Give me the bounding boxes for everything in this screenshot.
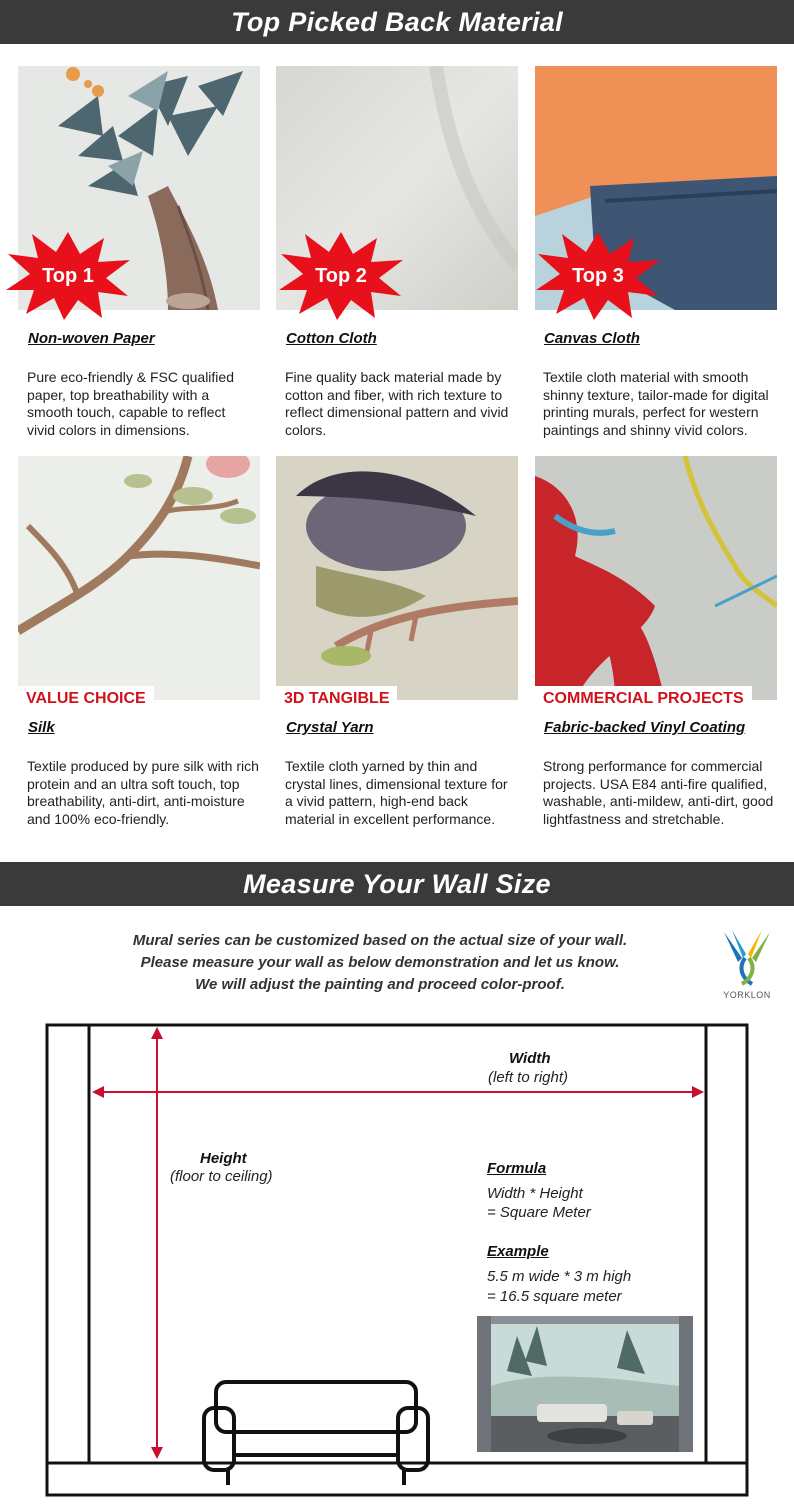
- material-desc: Pure eco-friendly & FSC qualified paper, top breathability with a smooth touch, capable to reflect vivid colors in dimensions.: [27, 369, 234, 438]
- material-desc: Textile produced by pure silk with rich protein and an ultra soft touch, top breathability, anti-dirt, anti-moisture and 100% eco-friendly.: [27, 758, 259, 827]
- measure-intro: [80, 930, 680, 996]
- top3-label: Top 3: [572, 265, 624, 287]
- height-sub: (floor to ceiling): [170, 1168, 273, 1185]
- example-line1: 5.5 m wide * 3 m high: [487, 1268, 632, 1285]
- top2-badge: [275, 230, 407, 322]
- height-label: Height: [200, 1150, 247, 1167]
- material-name: Cotton Cloth: [286, 330, 377, 347]
- top-picked-title: Top Picked Back Material: [231, 7, 563, 37]
- top3-badge: [532, 230, 664, 322]
- material-name: Canvas Cloth: [544, 330, 640, 347]
- logo-text: YORKLON: [723, 990, 771, 1000]
- material-desc: Textile cloth material with smooth shinny texture, tailor-made for digital printing murals, perfect for western paintings and shinny vivid colors.: [543, 369, 769, 438]
- material-name: Crystal Yarn: [286, 719, 374, 736]
- formula-title: Formula: [487, 1160, 547, 1177]
- formula-line2: = Square Meter: [487, 1204, 591, 1221]
- example-room-photo: [477, 1316, 693, 1452]
- top1-badge: [2, 230, 134, 322]
- material-desc: Fine quality back material made by cotton and fiber, with rich texture to reflect dimensional pattern and vivid colors.: [285, 369, 509, 438]
- sofa-icon: [204, 1382, 428, 1485]
- height-arrow-bottom-head: [151, 1447, 163, 1459]
- width-arrow-left-head: [92, 1086, 104, 1098]
- example-title: Example: [487, 1243, 549, 1260]
- material-name: Non-woven Paper: [28, 330, 155, 347]
- height-arrow-top-head: [151, 1027, 163, 1039]
- 3d-tangible-tag: 3D TANGIBLE: [276, 686, 397, 712]
- value-choice-tag: VALUE CHOICE: [18, 686, 154, 712]
- material-desc: Textile cloth yarned by thin and crystal lines, dimensional texture for a vivid pattern, high-end back material in excellent performance.: [285, 758, 508, 827]
- width-sub: (left to right): [488, 1069, 569, 1086]
- example-line2: = 16.5 square meter: [487, 1288, 622, 1305]
- top1-label: Top 1: [42, 265, 94, 287]
- yorklon-logo: [716, 928, 778, 1008]
- material-name: Fabric-backed Vinyl Coating: [544, 719, 746, 736]
- silk-photo: [18, 456, 260, 700]
- top-picked-banner: [0, 0, 794, 44]
- crystal-yarn-photo: [276, 456, 518, 700]
- width-arrow-right-head: [692, 1086, 704, 1098]
- intro-line: Mural series can be customized based on the actual size of your wall.: [132, 932, 628, 949]
- measure-title: Measure Your Wall Size: [243, 869, 551, 899]
- intro-line: We will adjust the painting and proceed color-proof.: [195, 976, 565, 993]
- measure-banner: [0, 862, 794, 906]
- top2-label: Top 2: [315, 265, 367, 287]
- commercial-projects-tag: COMMERCIAL PROJECTS: [535, 686, 752, 712]
- material-desc: Strong performance for commercial projects. USA E84 anti-fire qualified, washable, anti-mildew, anti-dirt, good lightfastness and stretchable.: [543, 758, 774, 827]
- vinyl-coating-photo: [535, 456, 777, 700]
- intro-line: Please measure your wall as below demonstration and let us know.: [140, 954, 620, 971]
- formula-line1: Width * Height: [487, 1185, 583, 1202]
- width-label: Width: [509, 1050, 551, 1067]
- material-name: Silk: [28, 719, 55, 736]
